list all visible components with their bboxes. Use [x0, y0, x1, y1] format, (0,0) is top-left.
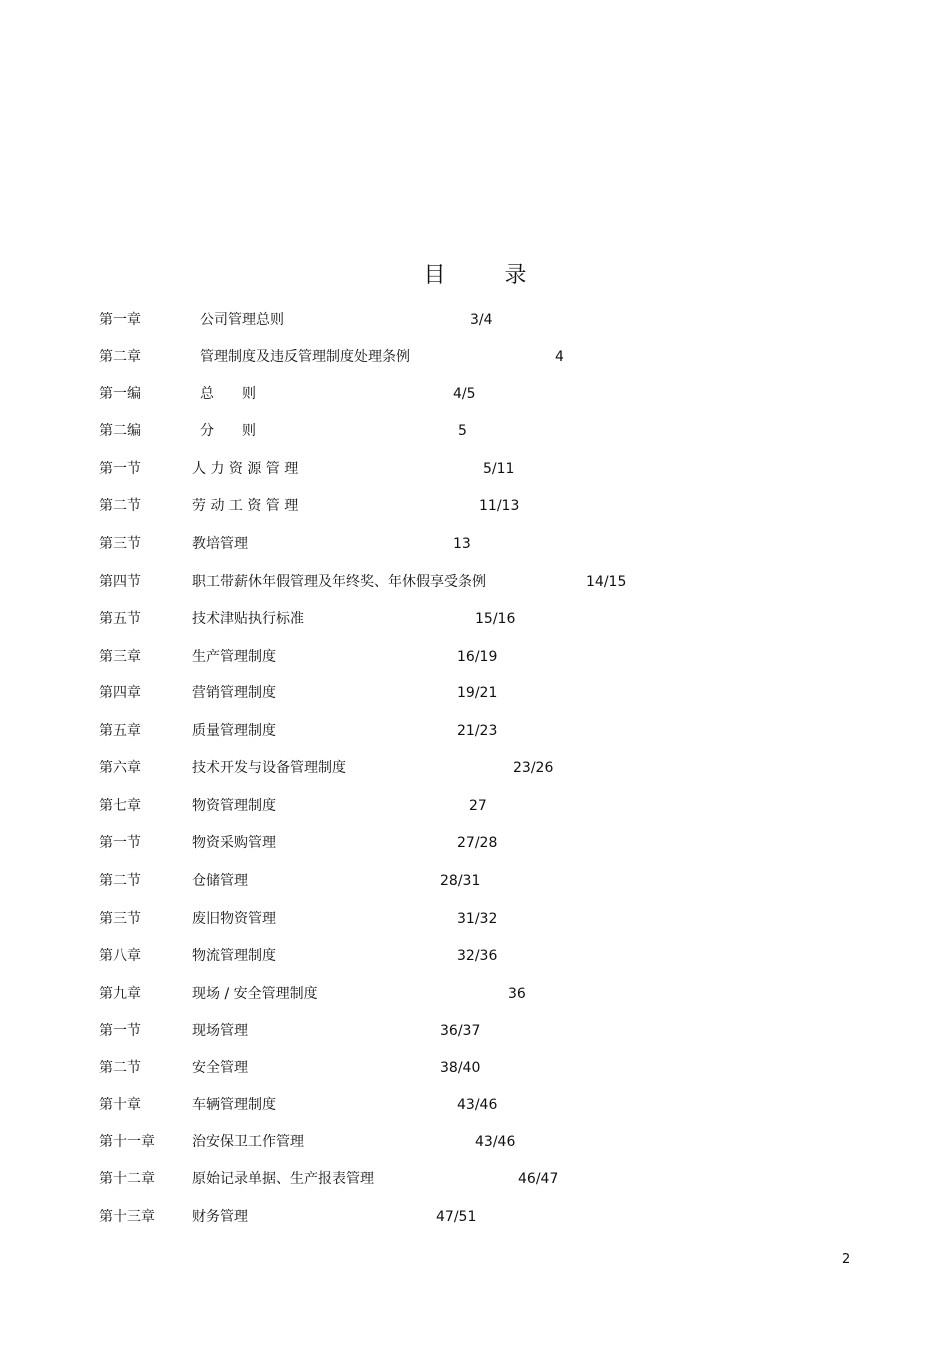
toc-entry-page: 27	[469, 798, 487, 814]
toc-entry-page: 47/51	[436, 1209, 477, 1225]
toc-entry-title: 技术开发与设备管理制度	[192, 760, 346, 776]
toc-entry	[0, 796, 950, 816]
toc-entry-title: 财务管理	[192, 1209, 248, 1225]
toc-entry-title: 物资管理制度	[192, 798, 276, 814]
toc-entry-number: 第一编	[99, 386, 141, 402]
toc-entry	[0, 459, 950, 479]
toc-entry	[0, 871, 950, 891]
toc-entry-number: 第七章	[99, 798, 141, 814]
toc-entry	[0, 647, 950, 667]
toc-entry	[0, 683, 950, 703]
toc-entry-number: 第二节	[99, 1060, 141, 1076]
toc-entry-page: 38/40	[440, 1060, 481, 1076]
toc-entry-number: 第八章	[99, 948, 141, 964]
toc-entry-title: 营销管理制度	[192, 685, 276, 701]
toc-entry-number: 第三节	[99, 536, 141, 552]
toc-entry-page: 4	[555, 349, 564, 365]
toc-entry-number: 第一节	[99, 1023, 141, 1039]
page-number: 2	[842, 1252, 851, 1267]
toc-entry-title: 人 力 资 源 管 理	[192, 461, 299, 477]
toc-entry-title: 职工带薪休年假管理及年终奖、年休假享受条例	[192, 574, 486, 590]
toc-entry	[0, 1021, 950, 1041]
toc-entry	[0, 1095, 950, 1115]
toc-entry-page: 5/11	[483, 461, 515, 477]
toc-entry-number: 第五章	[99, 723, 141, 739]
toc-entry-number: 第二节	[99, 873, 141, 889]
toc-entry-title: 分 则	[200, 423, 256, 439]
toc-entry-number: 第二章	[99, 349, 141, 365]
toc-entry-page: 43/46	[475, 1134, 516, 1150]
toc-entry-page: 15/16	[475, 611, 516, 627]
toc-entry-title: 教培管理	[192, 536, 248, 552]
toc-entry-title: 仓储管理	[192, 873, 248, 889]
toc-entry-number: 第三章	[99, 649, 141, 665]
toc-entry-number: 第十章	[99, 1097, 141, 1113]
toc-title: 目 录	[423, 263, 553, 288]
toc-entry-title: 总 则	[200, 386, 256, 402]
toc-entry-number: 第九章	[99, 986, 141, 1002]
toc-entry-page: 27/28	[457, 835, 498, 851]
toc-entry-title: 管理制度及违反管理制度处理条例	[200, 349, 410, 365]
toc-entry-title: 车辆管理制度	[192, 1097, 276, 1113]
toc-entry-page: 32/36	[457, 948, 498, 964]
toc-entry-title: 原始记录单据、生产报表管理	[192, 1171, 374, 1187]
toc-entry-page: 36/37	[440, 1023, 481, 1039]
toc-entry-page: 16/19	[457, 649, 498, 665]
toc-entry-number: 第十一章	[99, 1134, 155, 1150]
toc-entry-number: 第三节	[99, 911, 141, 927]
toc-entry-page: 21/23	[457, 723, 498, 739]
toc-entry	[0, 496, 950, 516]
toc-entry	[0, 1207, 950, 1227]
toc-entry	[0, 721, 950, 741]
toc-entry-page: 4/5	[453, 386, 476, 402]
toc-entry-page: 46/47	[518, 1171, 559, 1187]
toc-entry	[0, 310, 950, 330]
toc-entry-page: 28/31	[440, 873, 481, 889]
toc-entry-page: 3/4	[470, 312, 493, 328]
toc-entry-page: 43/46	[457, 1097, 498, 1113]
toc-entry	[0, 758, 950, 778]
toc-entry-page: 14/15	[586, 574, 627, 590]
toc-entry-number: 第六章	[99, 760, 141, 776]
toc-entry	[0, 1169, 950, 1189]
toc-entry-title: 物流管理制度	[192, 948, 276, 964]
toc-entry-number: 第十三章	[99, 1209, 155, 1225]
toc-entry-title: 劳 动 工 资 管 理	[192, 498, 299, 514]
toc-entry-page: 13	[453, 536, 471, 552]
toc-entry	[0, 534, 950, 554]
toc-entry-title: 物资采购管理	[192, 835, 276, 851]
toc-entry-number: 第二编	[99, 423, 141, 439]
toc-entry-page: 11/13	[479, 498, 520, 514]
toc-entry-title: 公司管理总则	[200, 312, 284, 328]
toc-entry	[0, 909, 950, 929]
toc-entry	[0, 609, 950, 629]
toc-entry-number: 第二节	[99, 498, 141, 514]
toc-entry-page: 23/26	[513, 760, 554, 776]
toc-entry-page: 36	[508, 986, 526, 1002]
toc-entry-title: 废旧物资管理	[192, 911, 276, 927]
toc-entry	[0, 1132, 950, 1152]
toc-entry-page: 19/21	[457, 685, 498, 701]
toc-entry	[0, 984, 950, 1004]
toc-entry-title: 现场管理	[192, 1023, 248, 1039]
toc-entry	[0, 572, 950, 592]
toc-entry	[0, 384, 950, 404]
toc-entry	[0, 421, 950, 441]
toc-entry	[0, 347, 950, 367]
toc-entry-title: 质量管理制度	[192, 723, 276, 739]
toc-entry-number: 第四章	[99, 685, 141, 701]
toc-entry-number: 第一节	[99, 835, 141, 851]
toc-entry-page: 31/32	[457, 911, 498, 927]
toc-entry	[0, 833, 950, 853]
toc-entry-page: 5	[458, 423, 467, 439]
toc-entry-title: 安全管理	[192, 1060, 248, 1076]
toc-entry-title: 治安保卫工作管理	[192, 1134, 304, 1150]
toc-entry-number: 第四节	[99, 574, 141, 590]
toc-entry-title: 生产管理制度	[192, 649, 276, 665]
toc-entry-number: 第一节	[99, 461, 141, 477]
toc-entry	[0, 1058, 950, 1078]
toc-entry-number: 第五节	[99, 611, 141, 627]
toc-entry-title: 现场 / 安全管理制度	[192, 986, 318, 1002]
toc-entry-title: 技术津贴执行标准	[192, 611, 304, 627]
toc-entry	[0, 946, 950, 966]
toc-entry-number: 第一章	[99, 312, 141, 328]
toc-entry-number: 第十二章	[99, 1171, 155, 1187]
